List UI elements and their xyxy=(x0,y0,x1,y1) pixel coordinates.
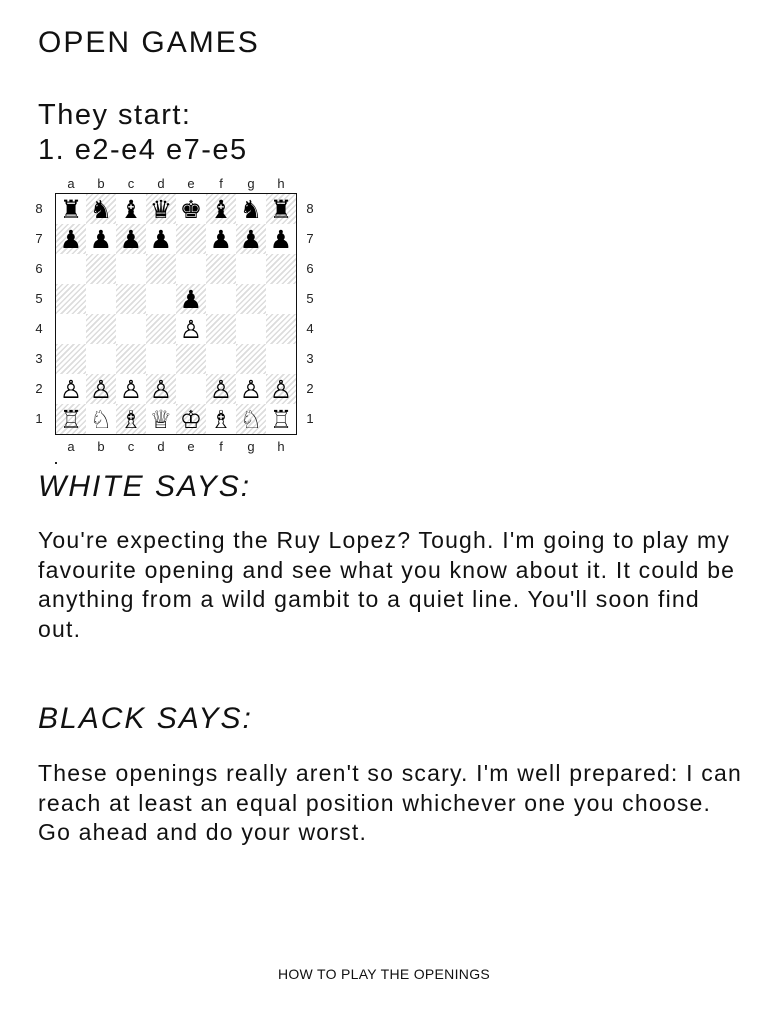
square-f1 xyxy=(206,404,236,434)
square-e4 xyxy=(176,314,206,344)
square-b3 xyxy=(86,344,116,374)
file-label-g-bottom: g xyxy=(247,439,255,454)
file-label-f-bottom: f xyxy=(219,439,223,454)
page-footer: HOW TO PLAY THE OPENINGS xyxy=(277,966,491,982)
file-label-a-bottom: a xyxy=(67,439,75,454)
chess-piece-h7: ♟ xyxy=(269,224,293,254)
square-d6 xyxy=(146,254,176,284)
square-a6 xyxy=(56,254,86,284)
chess-piece-f1: ♗ xyxy=(209,404,233,434)
square-h7 xyxy=(266,224,296,254)
rank-label-8-right: 8 xyxy=(306,201,314,216)
square-g6 xyxy=(236,254,266,284)
square-h2 xyxy=(266,374,296,404)
chess-piece-b2: ♙ xyxy=(89,374,113,404)
square-e2 xyxy=(176,374,206,404)
chess-piece-d2: ♙ xyxy=(149,374,173,404)
chapter-title: OPEN GAMES xyxy=(38,26,260,59)
square-a5 xyxy=(56,284,86,314)
file-label-e-bottom: e xyxy=(187,439,195,454)
chess-piece-h8: ♜ xyxy=(269,194,293,224)
square-c6 xyxy=(116,254,146,284)
square-g5 xyxy=(236,284,266,314)
square-h6 xyxy=(266,254,296,284)
square-b6 xyxy=(86,254,116,284)
rank-label-1-right: 1 xyxy=(306,411,314,426)
stray-mark xyxy=(55,462,57,464)
square-c5 xyxy=(116,284,146,314)
rank-label-6-left: 6 xyxy=(35,261,43,276)
square-g8 xyxy=(236,194,266,224)
white-says-heading: WHITE SAYS: xyxy=(38,470,252,503)
square-e8 xyxy=(176,194,206,224)
square-g7 xyxy=(236,224,266,254)
square-c2 xyxy=(116,374,146,404)
chess-piece-g2: ♙ xyxy=(239,374,263,404)
square-g4 xyxy=(236,314,266,344)
chess-piece-b8: ♞ xyxy=(89,194,113,224)
rank-label-5-left: 5 xyxy=(35,291,43,306)
file-label-d-top: d xyxy=(157,176,165,191)
rank-label-7-right: 7 xyxy=(306,231,314,246)
chess-board xyxy=(55,193,297,435)
rank-label-5-right: 5 xyxy=(306,291,314,306)
chess-piece-d8: ♛ xyxy=(149,194,173,224)
square-h4 xyxy=(266,314,296,344)
square-a7 xyxy=(56,224,86,254)
square-b8 xyxy=(86,194,116,224)
square-f8 xyxy=(206,194,236,224)
chess-diagram xyxy=(30,176,330,458)
file-label-b-top: b xyxy=(97,176,105,191)
square-g2 xyxy=(236,374,266,404)
square-g3 xyxy=(236,344,266,374)
square-c8 xyxy=(116,194,146,224)
file-label-h-top: h xyxy=(277,176,285,191)
rank-label-7-left: 7 xyxy=(35,231,43,246)
square-b5 xyxy=(86,284,116,314)
file-label-c-top: c xyxy=(127,176,135,191)
intro-line: They start: xyxy=(38,99,192,131)
rank-label-2-left: 2 xyxy=(35,381,43,396)
file-label-b-bottom: b xyxy=(97,439,105,454)
chess-piece-e8: ♚ xyxy=(179,194,203,224)
chess-piece-d1: ♕ xyxy=(149,404,173,434)
chess-piece-c8: ♝ xyxy=(119,194,143,224)
square-d4 xyxy=(146,314,176,344)
chess-piece-b1: ♘ xyxy=(89,404,113,434)
square-a2 xyxy=(56,374,86,404)
square-c1 xyxy=(116,404,146,434)
chess-piece-a8: ♜ xyxy=(59,194,83,224)
rank-label-3-right: 3 xyxy=(306,351,314,366)
chess-piece-e4: ♙ xyxy=(179,314,203,344)
square-f4 xyxy=(206,314,236,344)
chess-piece-g1: ♘ xyxy=(239,404,263,434)
square-c3 xyxy=(116,344,146,374)
chess-piece-c2: ♙ xyxy=(119,374,143,404)
chess-piece-f8: ♝ xyxy=(209,194,233,224)
file-label-e-top: e xyxy=(187,176,195,191)
square-f3 xyxy=(206,344,236,374)
chess-piece-f7: ♟ xyxy=(209,224,233,254)
square-e3 xyxy=(176,344,206,374)
square-c7 xyxy=(116,224,146,254)
chess-piece-g7: ♟ xyxy=(239,224,263,254)
file-label-a-top: a xyxy=(67,176,75,191)
square-e6 xyxy=(176,254,206,284)
square-h3 xyxy=(266,344,296,374)
chess-piece-d7: ♟ xyxy=(149,224,173,254)
chess-piece-e1: ♔ xyxy=(179,404,203,434)
chess-piece-f2: ♙ xyxy=(209,374,233,404)
square-e5 xyxy=(176,284,206,314)
file-label-h-bottom: h xyxy=(277,439,285,454)
square-d5 xyxy=(146,284,176,314)
black-says-heading: BLACK SAYS: xyxy=(38,702,253,735)
square-h8 xyxy=(266,194,296,224)
file-label-g-top: g xyxy=(247,176,255,191)
chess-piece-c1: ♗ xyxy=(119,404,143,434)
rank-label-3-left: 3 xyxy=(35,351,43,366)
square-a8 xyxy=(56,194,86,224)
file-label-d-bottom: d xyxy=(157,439,165,454)
square-e7 xyxy=(176,224,206,254)
square-d3 xyxy=(146,344,176,374)
chess-piece-e5: ♟ xyxy=(179,284,203,314)
square-h5 xyxy=(266,284,296,314)
square-a1 xyxy=(56,404,86,434)
file-label-c-bottom: c xyxy=(127,439,135,454)
square-d8 xyxy=(146,194,176,224)
black-says-text: These openings really aren't so scary. I'm well prepared: I can reach at least an equal position whichever one you choose. Go ahead and do your worst. xyxy=(38,760,742,845)
square-f2 xyxy=(206,374,236,404)
chess-piece-g8: ♞ xyxy=(239,194,263,224)
chess-piece-a2: ♙ xyxy=(59,374,83,404)
square-h1 xyxy=(266,404,296,434)
rank-label-2-right: 2 xyxy=(306,381,314,396)
square-c4 xyxy=(116,314,146,344)
rank-label-8-left: 8 xyxy=(35,201,43,216)
square-a3 xyxy=(56,344,86,374)
square-g1 xyxy=(236,404,266,434)
square-f5 xyxy=(206,284,236,314)
white-says-text: You're expecting the Ruy Lopez? Tough. I'm going to play my favourite opening and see what you know about it. It could be anything from a wild gambit to a quiet line. You'll soon find out. xyxy=(38,527,736,642)
chess-piece-b7: ♟ xyxy=(89,224,113,254)
rank-label-6-right: 6 xyxy=(306,261,314,276)
chess-piece-c7: ♟ xyxy=(119,224,143,254)
opening-moves: 1. e2-e4 e7-e5 xyxy=(38,134,248,166)
square-a4 xyxy=(56,314,86,344)
chess-piece-a1: ♖ xyxy=(59,404,83,434)
rank-label-4-left: 4 xyxy=(35,321,43,336)
square-f6 xyxy=(206,254,236,284)
square-f7 xyxy=(206,224,236,254)
rank-label-4-right: 4 xyxy=(306,321,314,336)
square-e1 xyxy=(176,404,206,434)
chess-piece-a7: ♟ xyxy=(59,224,83,254)
chess-piece-h1: ♖ xyxy=(269,404,293,434)
square-b4 xyxy=(86,314,116,344)
square-b2 xyxy=(86,374,116,404)
square-b7 xyxy=(86,224,116,254)
square-d1 xyxy=(146,404,176,434)
chess-piece-h2: ♙ xyxy=(269,374,293,404)
square-b1 xyxy=(86,404,116,434)
square-d2 xyxy=(146,374,176,404)
file-label-f-top: f xyxy=(219,176,223,191)
rank-label-1-left: 1 xyxy=(35,411,43,426)
square-d7 xyxy=(146,224,176,254)
